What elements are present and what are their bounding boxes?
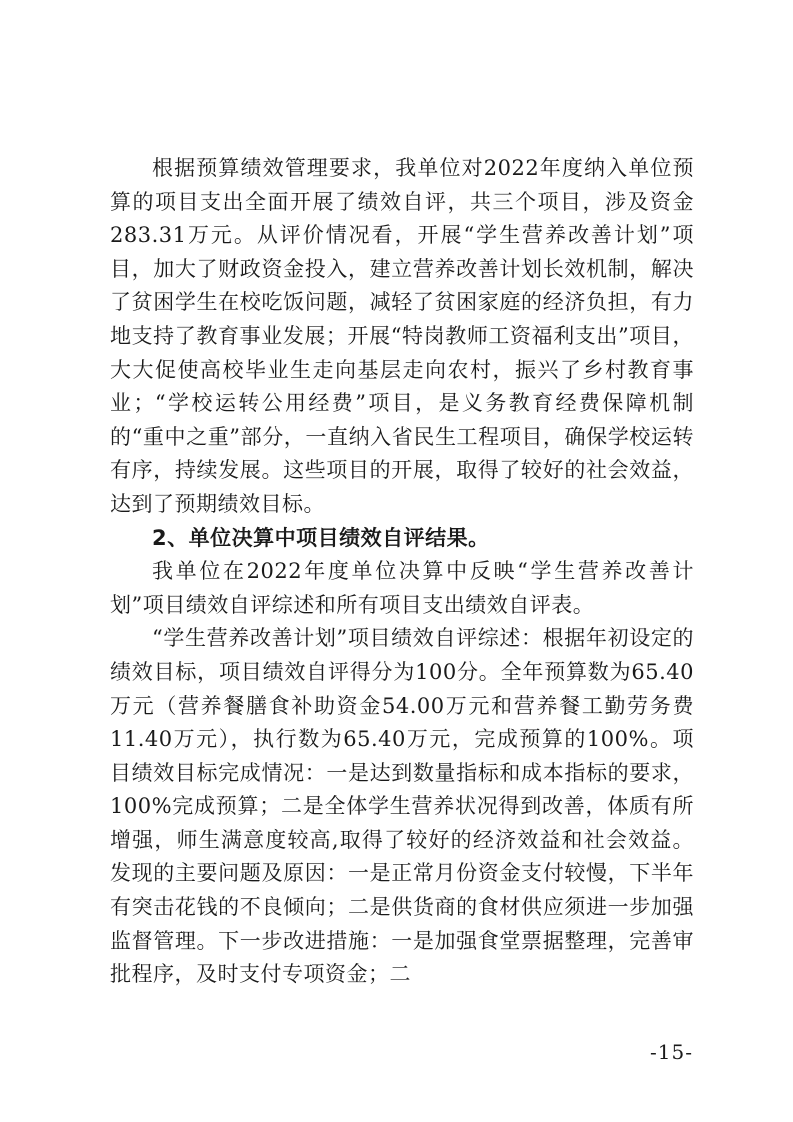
- paragraph-reflection: 我单位在2022年度单位决算中反映“学生营养改善计划”项目绩效自评综述和所有项目支出绩效自评表。: [110, 559, 694, 617]
- paragraph-project-review: “学生营养改善计划”项目绩效自评综述：根据年初设定的绩效目标，项目绩效自评得分为100分。全年预算数为65.40万元（营养餐膳食补助资金54.00万元和营养餐工勤劳务费11.40万元），执行数为65.40万元，完成预算的100%。项目绩效目标完成情况：一是达到数量指标和成本指标的要求，100%完成预算；二是全体学生营养状况得到改善，体质有所增强，师生满意度较高,取得了较好的经济效益和社会效益。发现的主要问题及原因：一是正常月份资金支付较慢，下半年有突击花钱的不良倾向；二是供货商的食材供应须进一步加强监督管理。下一步改进措施：一是加强食堂票据整理，完善审批程序，及时支付专项资金；二: [110, 626, 694, 987]
- body-text: [110, 152, 694, 992]
- page-number: -15-: [650, 1040, 693, 1064]
- paragraph-summary: 根据预算绩效管理要求，我单位对2022年度纳入单位预算的项目支出全面开展了绩效自评，共三个项目，涉及资金283.31万元。从评价情况看，开展“学生营养改善计划”项目，加大了财政资金投入，建立营养改善计划长效机制，解决了贫困学生在校吃饭问题，减轻了贫困家庭的经济负担，有力地支持了教育事业发展；开展“特岗教师工资福利支出”项目，大大促使高校毕业生走向基层走向农村，振兴了乡村教育事业；“学校运转公用经费”项目，是义务教育经费保障机制的“重中之重”部分，一直纳入省民生工程项目，确保学校运转有序，持续发展。这些项目的开展，取得了较好的社会效益，达到了预期绩效目标。: [110, 156, 694, 516]
- section-heading: 2、单位决算中项目绩效自评结果。: [152, 525, 490, 550]
